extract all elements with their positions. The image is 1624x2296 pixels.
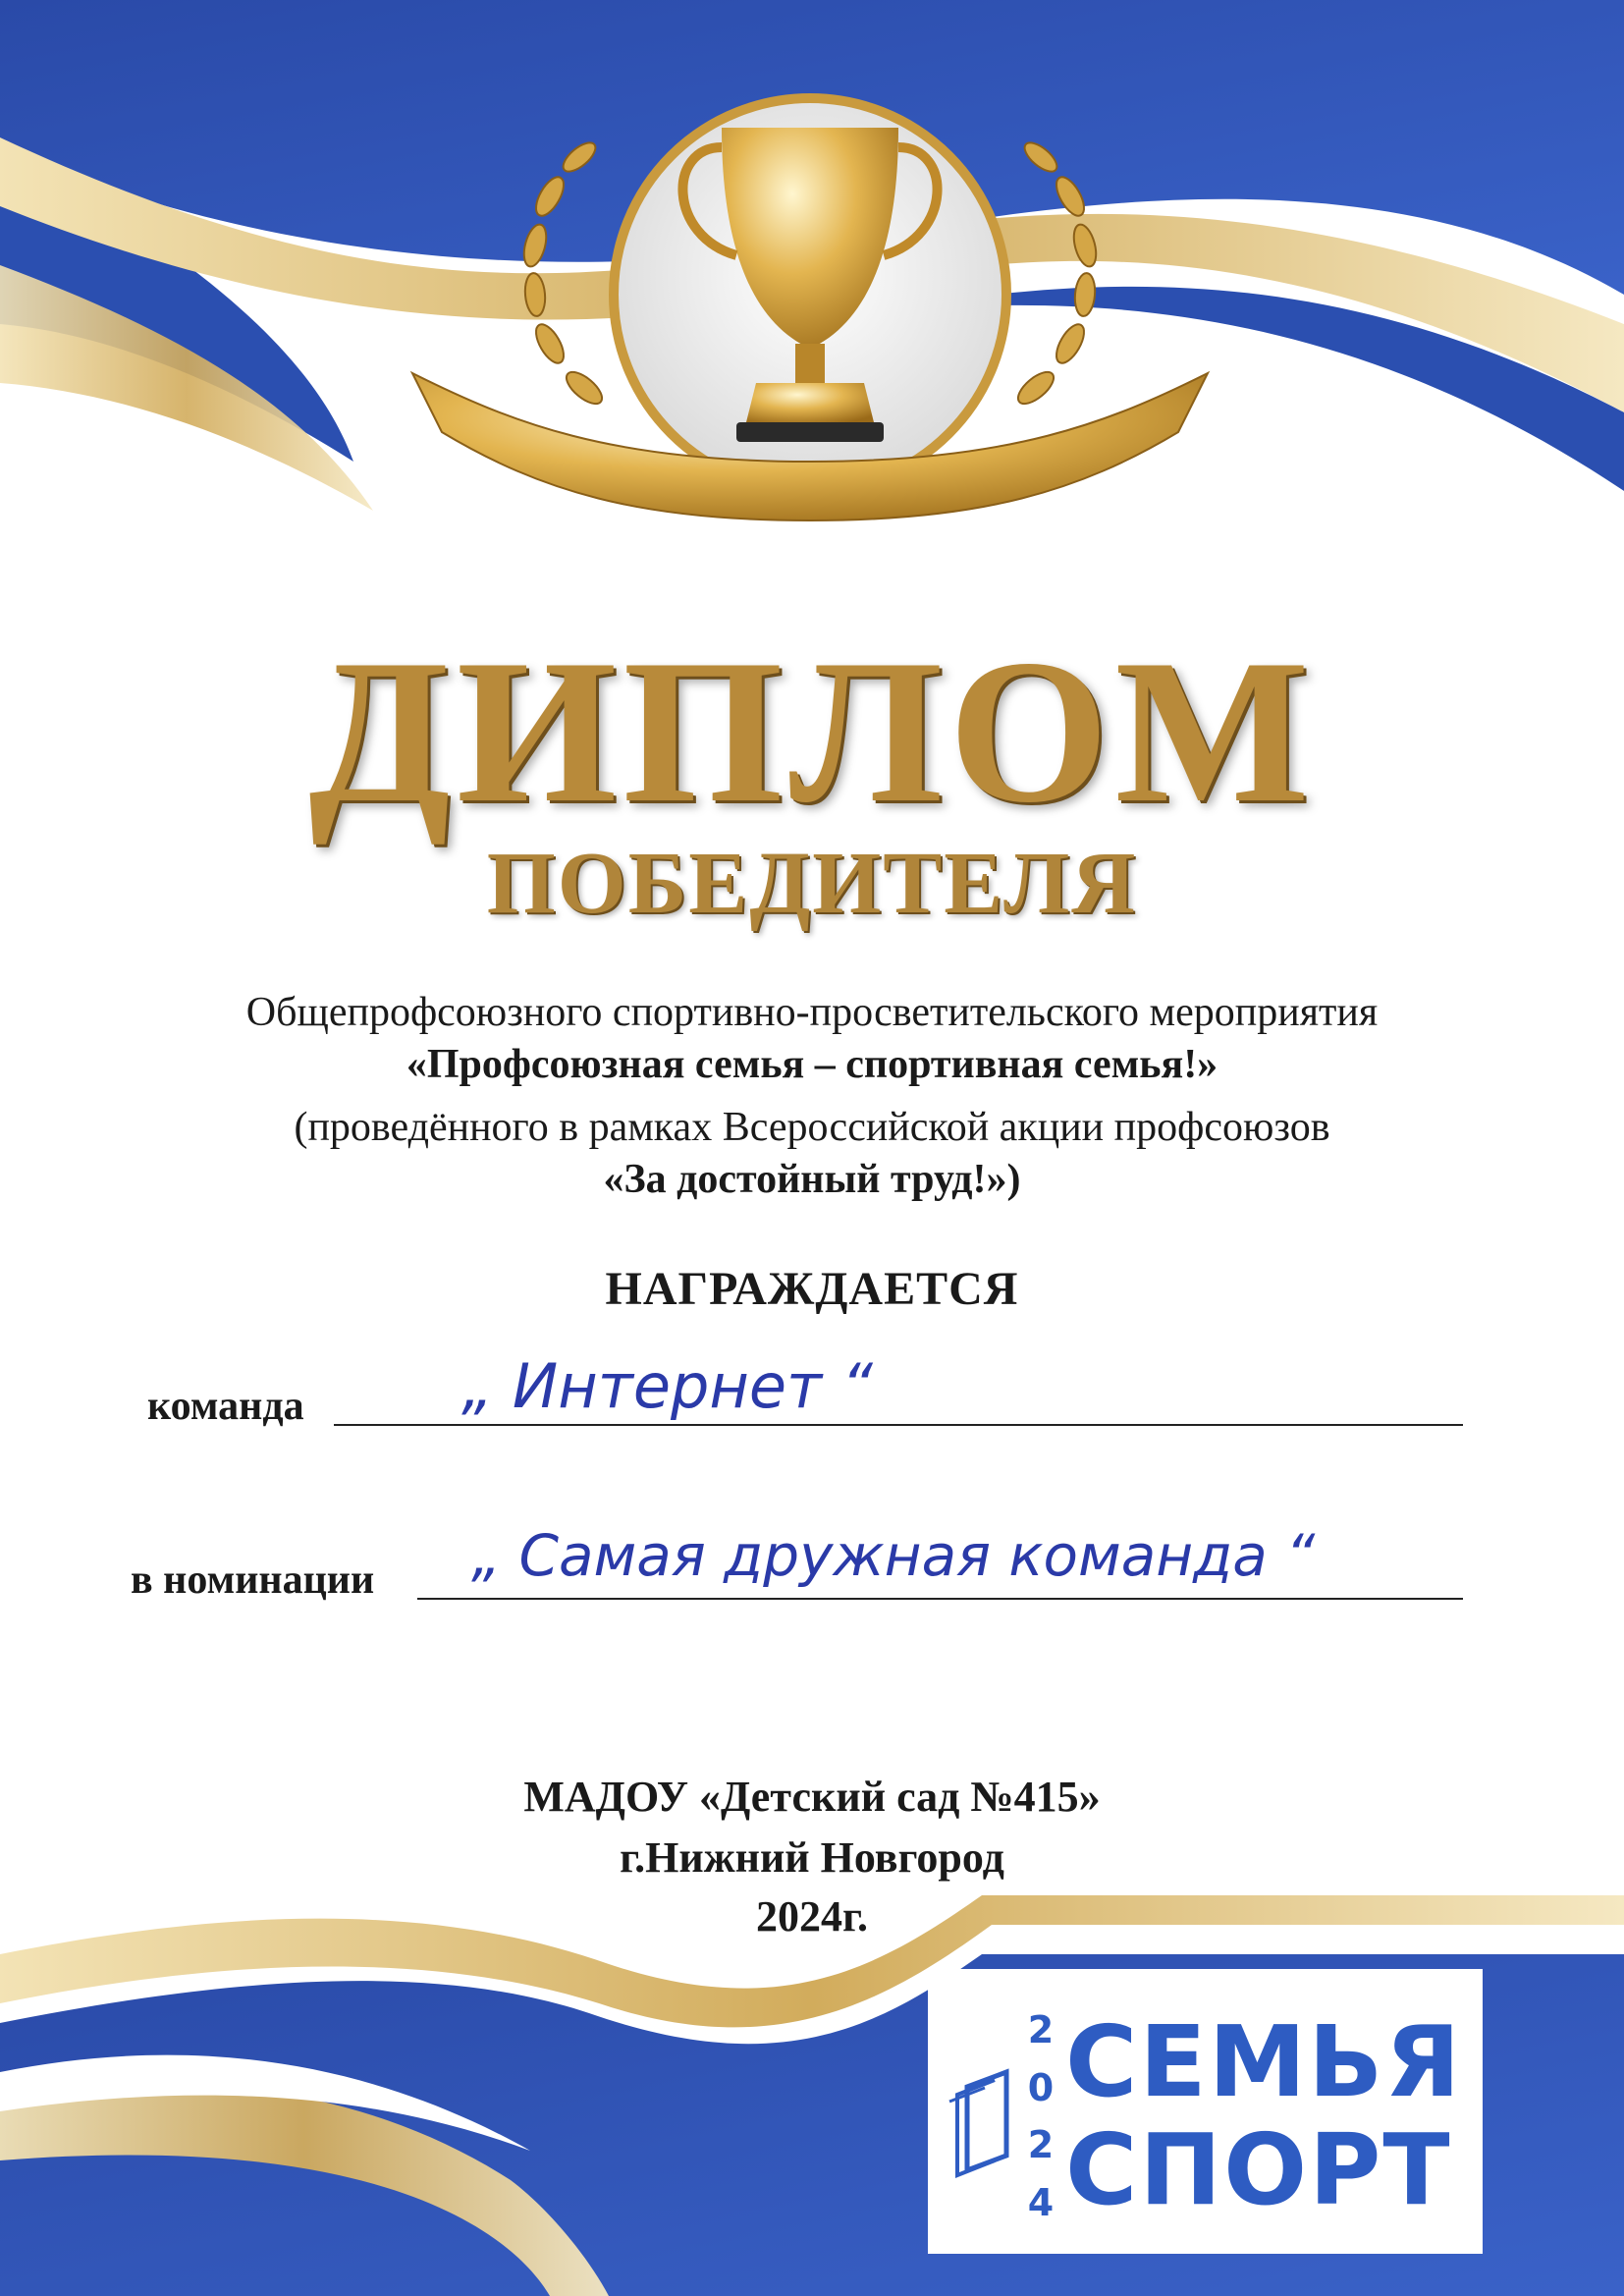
year: 2024г.	[755, 1892, 869, 1941]
book-icon	[947, 2062, 1016, 2180]
event-line-1: Общепрофсоюзного спортивно-просветительского мероприятия	[245, 990, 1379, 1035]
logo-year	[1021, 2008, 1060, 2224]
nomination-label: в номинации	[131, 1558, 375, 1603]
team-underline	[334, 1424, 1463, 1426]
logo-word-sport: СПОРТ	[1065, 2112, 1452, 2227]
family-sport-logo	[928, 1969, 1483, 2254]
logo-year-digit: 2	[1027, 2008, 1055, 2051]
event-line-3: (проведённого в рамках Всероссийской акции профсоюзов	[294, 1105, 1330, 1150]
logo-year-digit: 2	[1027, 2123, 1055, 2167]
diploma-title: ДИПЛОМ	[308, 618, 1316, 846]
nomination-underline	[417, 1598, 1463, 1600]
team-label: команда	[147, 1384, 304, 1429]
logo-year-digit: 0	[1027, 2065, 1055, 2109]
logo-word-family: СЕМЬЯ	[1065, 2004, 1463, 2119]
logo-year-digit: 4	[1027, 2180, 1055, 2224]
organization-name: МАДОУ «Детский сад №415»	[523, 1773, 1101, 1821]
event-name: «Профсоюзная семья – спортивная семья!»	[406, 1042, 1218, 1087]
city-name: г.Нижний Новгород	[620, 1833, 1004, 1882]
diploma-subtitle: ПОБЕДИТЕЛЯ	[486, 835, 1138, 932]
nomination-handwritten-value: „ Самая дружная команда “	[471, 1522, 1316, 1589]
awarded-heading: НАГРАЖДАЕТСЯ	[605, 1263, 1019, 1315]
event-action: «За достойный труд!»)	[603, 1157, 1021, 1202]
team-handwritten-value: „ Интернет “	[461, 1350, 873, 1422]
